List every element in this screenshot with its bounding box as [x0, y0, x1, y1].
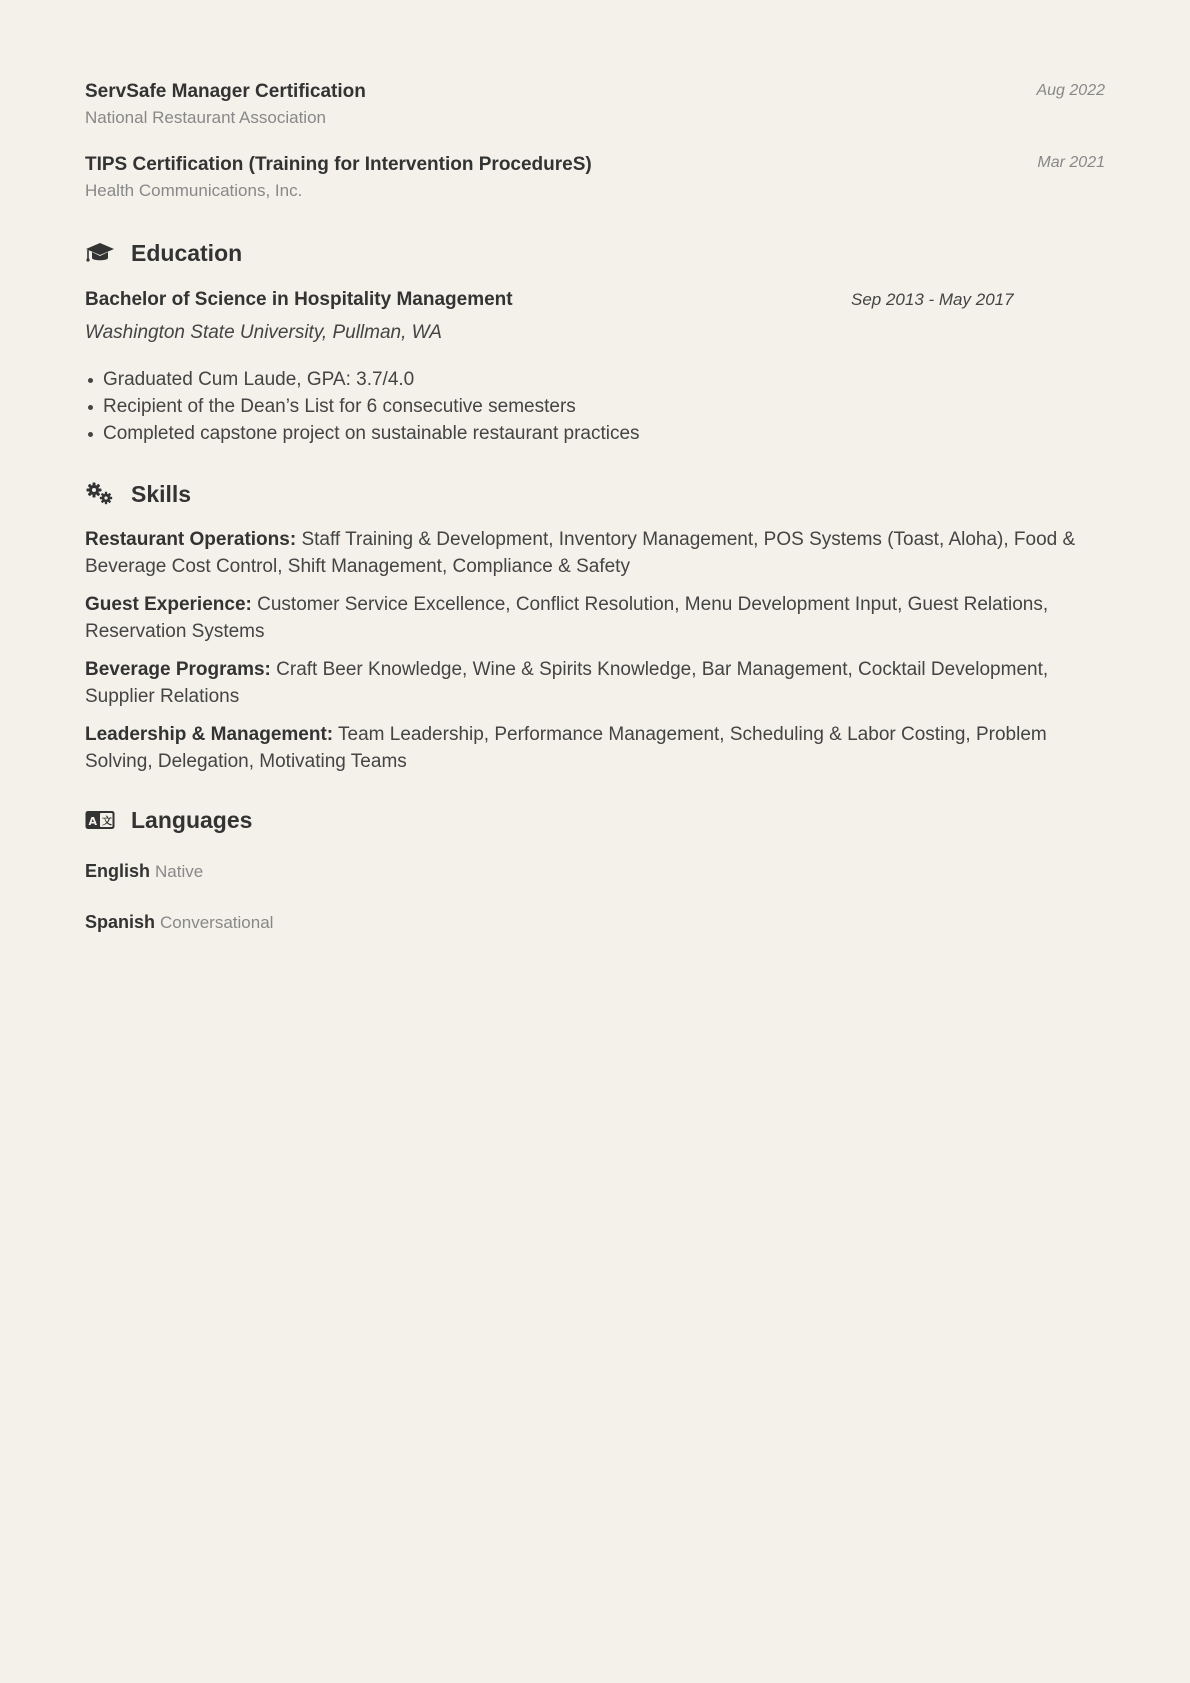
gears-icon: [85, 482, 115, 506]
education-entry: [85, 287, 1105, 447]
skill-group: [85, 526, 1105, 580]
language-level: Native: [155, 862, 204, 881]
degree-title: Bachelor of Science in Hospitality Management: [85, 289, 513, 310]
svg-text:A: A: [88, 815, 98, 828]
skill-group-label: Leadership & Management:: [85, 724, 334, 745]
certification-name: TIPS Certification (Training for Intervention ProcedureS): [85, 154, 592, 175]
skill-group: [85, 656, 1105, 710]
certification-date: Aug 2022: [1036, 82, 1105, 99]
certification-entry: [85, 0, 1105, 130]
graduation-cap-icon: [85, 241, 115, 265]
language-name: Spanish: [85, 912, 156, 932]
skill-group-items: Staff Training & Development, Inventory Management, POS Systems (Toast, Aloha), Food & Beverage Cost Control, Shift Management, Compliance & Safety: [85, 529, 1076, 577]
language-icon: [85, 808, 115, 832]
skill-group-label: Guest Experience:: [85, 594, 252, 615]
skills-section-header: [85, 478, 1105, 510]
skill-group-items: Craft Beer Knowledge, Wine & Spirits Knowledge, Bar Management, Cocktail Development, Supplier Relations: [85, 659, 1049, 707]
certification-issuer: National Restaurant Association: [85, 108, 326, 127]
skill-group-label: Beverage Programs:: [85, 659, 271, 680]
language-entry: [85, 910, 1105, 935]
skill-group: [85, 591, 1105, 645]
skill-group-label: Restaurant Operations:: [85, 529, 297, 550]
list-item: Completed capstone project on sustainable restaurant practices: [103, 420, 1105, 447]
certification-date: Mar 2021: [1037, 154, 1105, 171]
language-entry: [85, 859, 1105, 884]
skill-group-items: Team Leadership, Performance Management, Scheduling & Labor Costing, Problem Solving, Delegation, Motivating Teams: [85, 724, 1047, 772]
section-title: Languages: [131, 806, 253, 833]
language-level: Conversational: [160, 913, 274, 932]
list-item: Graduated Cum Laude, GPA: 3.7/4.0: [103, 366, 1105, 393]
section-title: Education: [131, 239, 243, 266]
svg-text:文: 文: [102, 816, 112, 828]
section-title: Skills: [131, 480, 192, 507]
certification-issuer: Health Communications, Inc.: [85, 181, 303, 200]
skill-group: [85, 721, 1105, 775]
list-item: Recipient of the Dean’s List for 6 consecutive semesters: [103, 393, 1105, 420]
language-name: English: [85, 861, 151, 881]
education-section-header: [85, 237, 1105, 269]
education-dates: Sep 2013 - May 2017: [851, 290, 1014, 309]
education-highlights: [85, 366, 1105, 447]
skill-group-items: Customer Service Excellence, Conflict Resolution, Menu Development Input, Guest Relations, Reservation Systems: [85, 594, 1049, 642]
certification-entry: [85, 130, 1105, 203]
certification-name: ServSafe Manager Certification: [85, 81, 366, 102]
skills-list: [85, 526, 1105, 775]
languages-section-header: [85, 804, 1105, 836]
school-name: Washington State University, Pullman, WA: [85, 322, 442, 343]
